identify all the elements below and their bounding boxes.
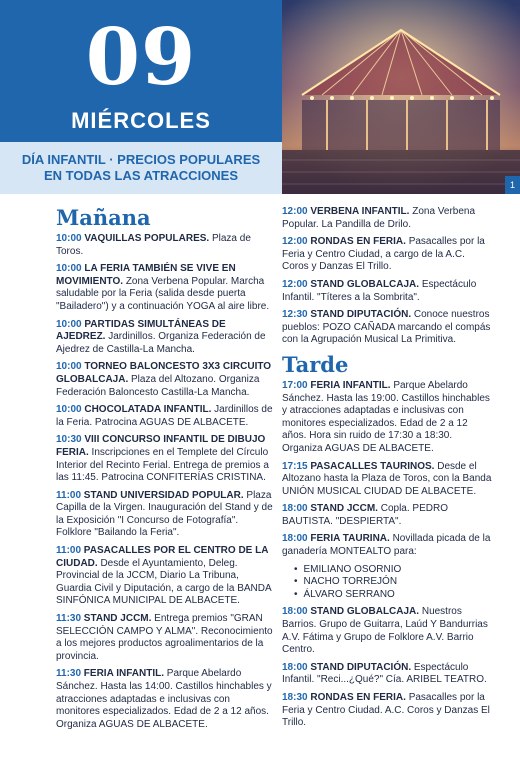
event-description: Parque Abelardo Sánchez. Hasta las 14:00. Castillos hinchables y atracciones adaptadas e inclusivas con monitores especializados. Edad de 2 a 12 años. Organiza AGUAS DE ALBACETE. [56, 668, 272, 730]
event-title: VERBENA INFANTIL. [307, 206, 410, 217]
event-time: 11:00 [56, 545, 82, 557]
manana-continued-list [282, 206, 494, 347]
event-description: Zona Verbena Popular. Marcha saludable por la Feria (salida desde puerta "Bailadero") y a continuación YOGA al aire libre. [56, 275, 270, 312]
event-entry [282, 503, 494, 528]
event-entry [56, 233, 274, 258]
event-title: STAND DIPUTACIÓN. [307, 661, 412, 673]
event-entry [282, 380, 494, 456]
bullfighter-item: • NACHO TORREJÓN [294, 576, 494, 589]
event-title: TORNEO BALONCESTO 3X3 CIRCUITO GLOBALCAJA. [56, 361, 272, 385]
event-description: Plaza Capilla de la Virgen. Inauguración del Stand y de la Exposición "I Concurso de Fotografía". Folklore "Bailando la Feria". [56, 489, 273, 539]
event-time: 18:00 [282, 661, 308, 673]
event-title: STAND DIPUTACIÓN. [307, 309, 412, 321]
event-title: VAQUILLAS POPULARES. [81, 233, 210, 244]
section-title-tarde: Tarde [282, 351, 349, 377]
event-time: 10:00 [56, 361, 82, 373]
event-title: STAND GLOBALCAJA. [307, 278, 420, 290]
subtitle-band [0, 142, 282, 194]
event-time: 11:30 [56, 668, 82, 680]
event-entry [282, 236, 494, 274]
event-time: 12:30 [282, 309, 308, 321]
event-entry [56, 545, 274, 608]
event-description: Desde el Altozano hasta la Plaza de Toros, con la Banda UNIÓN MUSICAL CIUDAD DE ALBACETE. [282, 460, 492, 497]
day-panel [0, 0, 282, 142]
event-description: Desde el Ayuntamiento, Deleg. Provincial de la JCCM, Diario La Tribuna, Guardia Civil y Diputación, a cargo de la BANDA SINFÓNICA MUNICIPAL DE ALBACETE. [56, 557, 272, 607]
event-time: 18:00 [282, 503, 308, 515]
event-time: 12:00 [282, 206, 308, 217]
event-time: 12:00 [282, 278, 308, 290]
subtitle [8, 152, 274, 184]
event-entry [282, 606, 494, 656]
fairground-photo [282, 0, 520, 194]
event-description: Plaza del Altozano. Organiza Federación Baloncesto Castilla-La Mancha. [56, 373, 260, 398]
event-description: Inscripciones en el Templete del Círculo Interior del Recinto Ferial. Entrega de premios a las 11:45. Patrocina CONFITERÍAS CRISTINA. [56, 446, 269, 484]
event-title: STAND JCCM. [307, 503, 378, 515]
event-time: 12:00 [282, 236, 308, 248]
page-number: 1 [505, 176, 520, 194]
event-description: Jardinillos de la Feria. Patrocina AGUAS DE ALBACETE. [56, 404, 273, 428]
event-entry [56, 263, 274, 313]
event-description: Pasacalles por la Feria y Centro Ciudad. A.C. Coros y Danzas El Trillo. [282, 692, 490, 729]
bullfighter-item: • ÁLVARO SERRANO [294, 589, 494, 602]
event-entry [282, 692, 494, 730]
event-time: 10:00 [56, 263, 82, 275]
tarde-list [282, 380, 494, 559]
event-title: STAND JCCM. [81, 613, 152, 625]
event-title: STAND GLOBALCAJA. [307, 606, 420, 618]
event-entry [282, 662, 494, 687]
event-entry [56, 434, 274, 484]
event-title: CHOCOLATADA INFANTIL. [81, 404, 212, 416]
event-title: PARTIDAS SIMULTÁNEAS DE AJEDREZ. [56, 318, 226, 343]
subtitle-line: DÍA INFANTIL · PRECIOS POPULARES [21, 152, 261, 167]
event-description: Parque Abelardo Sánchez. Hasta las 19:00. Castillos hinchables y atracciones adaptadas e inclusivas con monitores especializados. Edad de 2 a 12 años. Hora sin ruido de 17:30 a 18:30. Organiza AGUAS DE ALBACETE. [282, 379, 490, 454]
event-entry [282, 279, 494, 304]
event-time: 10:00 [56, 318, 82, 330]
event-description: Copla. PEDRO BAUTISTA. "DESPIERTA". [282, 503, 448, 527]
event-time: 18:00 [282, 606, 308, 618]
event-entry [56, 490, 274, 540]
event-time: 18:00 [282, 533, 308, 545]
manana-list [56, 233, 274, 731]
event-title: PASACALLES POR EL CENTRO DE LA CIUDAD. [56, 545, 269, 569]
event-entry [282, 309, 494, 347]
event-description: Pasacalles por la Feria y Centro Ciudad, a cargo de la A.C. Coros y Danzas El Trillo. [282, 236, 485, 273]
event-description: Zona Verbena Popular. La Pandilla de Drilo. [282, 206, 476, 230]
event-time: 10:30 [56, 434, 82, 446]
event-time: 17:15 [282, 460, 308, 472]
column-right [282, 206, 494, 735]
subtitle-line: EN TODAS LAS ATRACCIONES [43, 168, 239, 183]
event-title: LA FERIA TAMBIÉN SE VIVE EN MOVIMIENTO. [56, 263, 236, 287]
event-time: 10:00 [56, 233, 82, 244]
column-left [56, 206, 274, 736]
event-entry [56, 319, 274, 357]
event-entry [282, 533, 494, 558]
event-time: 11:30 [56, 613, 82, 625]
event-description: Espectáculo Infantil. "Reci...¿Qué?" Cía. ARIBEL TEATRO. [282, 661, 487, 686]
event-entry [282, 206, 494, 231]
day-name: MIÉRCOLES [71, 108, 211, 133]
event-description: Plaza de Toros. [56, 233, 251, 257]
event-title: STAND UNIVERSIDAD POPULAR. [81, 489, 244, 501]
event-title: RONDAS EN FERIA. [307, 692, 406, 703]
event-entry [56, 613, 274, 663]
event-time: 10:00 [56, 404, 82, 416]
header [0, 0, 520, 194]
section-title-manana: Mañana [56, 205, 151, 230]
event-time: 18:30 [282, 692, 308, 703]
event-title: VIII CONCURSO INFANTIL DE DIBUJO FERIA. [56, 434, 266, 458]
event-description: Espectáculo Infantil. "Títeres a la Sombrita". [282, 278, 477, 303]
event-description: Conoce nuestros pueblos: POZO CAÑADA marcando el compás con la Agrupación Musical La Primitiva. [282, 309, 491, 346]
event-title: FERIA INFANTIL. [81, 668, 164, 680]
bullfighter-item: • EMILIANO OSORNIO [294, 564, 494, 577]
event-description: Entrega premios "GRAN SELECCIÓN CAMPO Y ALMA". Reconocimiento a los mejores productos agroalimentarios de la provincia. [56, 613, 273, 662]
event-title: RONDAS EN FERIA. [307, 236, 406, 248]
event-description: Nuestros Barrios. Grupo de Guitarra, Laúd Y Bandurrias A.V. Fátima y Grupo de Folklore A.V. Barrio Centro. [282, 606, 488, 656]
event-time: 11:00 [56, 489, 82, 501]
event-entry [282, 461, 494, 499]
event-title: FERIA INFANTIL. [307, 379, 391, 391]
day-number: 09 [85, 12, 197, 103]
event-entry [56, 668, 274, 731]
carousel-illustration [282, 0, 520, 194]
event-description: Jardinillos. Organiza Federación de Ajedrez de Castilla-La Mancha. [56, 331, 266, 355]
event-title: PASACALLES TAURINOS. [307, 460, 435, 472]
event-time: 17:00 [282, 379, 308, 391]
bullfighter-list [282, 564, 494, 602]
event-title: FERIA TAURINA. [307, 533, 390, 545]
event-entry [56, 404, 274, 429]
event-entry [56, 361, 274, 399]
event-description: Novillada picada de la ganadería MONTEALTO para: [282, 533, 491, 558]
tarde-list-continued [282, 606, 494, 729]
